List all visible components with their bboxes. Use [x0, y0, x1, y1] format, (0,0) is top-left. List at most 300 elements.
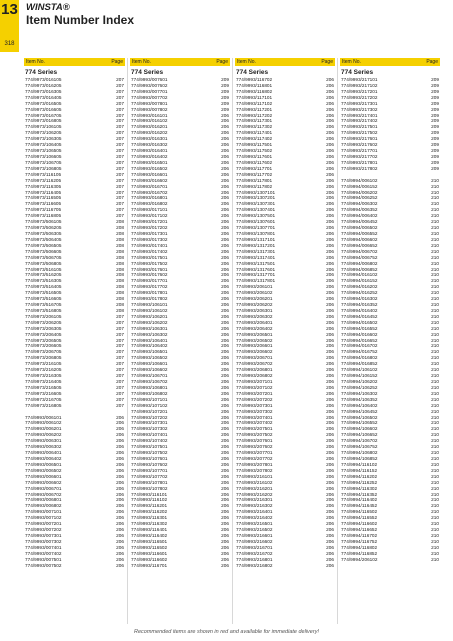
page-ref: 210	[431, 444, 439, 450]
page-ref: 209	[221, 100, 229, 106]
item-number: 774/9994/106352	[341, 396, 378, 402]
item-number: 774/9993/117102	[236, 100, 273, 106]
page-ref: 206	[221, 136, 229, 142]
item-number: 774/9973/216705	[25, 396, 62, 402]
page-ref: 206	[221, 307, 229, 313]
page-ref: 206	[326, 148, 334, 154]
item-number: 774/9993/006302	[25, 444, 62, 450]
page-ref: 207	[116, 343, 124, 349]
page-ref: 206	[116, 503, 124, 509]
page-ref: 206	[326, 497, 334, 503]
item-number: 774/9993/217601	[341, 136, 378, 142]
item-number: 774/9993/016101	[131, 112, 168, 118]
item-number: 774/9993/107302	[131, 426, 168, 432]
index-row	[130, 563, 230, 569]
page-ref: 209	[221, 77, 229, 82]
page-ref: 210	[431, 538, 439, 544]
item-number: 774/9973/106805	[25, 165, 62, 171]
item-number: 774/9993/217202	[341, 94, 378, 100]
item-number: 774/9993/106301	[131, 325, 168, 331]
page-ref: 206	[326, 521, 334, 527]
page-ref: 206	[326, 444, 334, 450]
page-ref: 206	[221, 550, 229, 556]
item-number: 774/9993/107401	[131, 432, 168, 438]
page-ref: 206	[326, 414, 334, 420]
item-number: 774/9993/017801	[131, 290, 168, 296]
page-ref: 210	[431, 230, 439, 236]
item-number: 774/9993/016501	[131, 159, 168, 165]
page-ref: 208	[116, 230, 124, 236]
page-ref: 206	[326, 106, 334, 112]
item-number: 774/9994/116552	[341, 515, 378, 521]
item-number: 774/9994/006602	[341, 236, 378, 242]
item-number: 774/9993/017102	[131, 213, 168, 219]
page-ref: 210	[431, 414, 439, 420]
page-ref: 209	[431, 106, 439, 112]
item-number: 774/9993/116301	[131, 515, 168, 521]
index-column-1	[22, 58, 127, 624]
item-number: 774/9993/206302	[236, 313, 273, 319]
item-number: 774/9993/207402	[236, 420, 273, 426]
item-number: 774/9994/206102	[341, 556, 378, 562]
page-ref: 208	[116, 236, 124, 242]
item-number: 774/9973/016505	[25, 100, 62, 106]
index-columns	[22, 58, 442, 624]
series-heading: 774 Series	[341, 69, 374, 76]
item-number: 774/9973/106205	[25, 130, 62, 136]
item-number: 774/9993/007301	[25, 532, 62, 538]
page-ref: 210	[431, 189, 439, 195]
item-number: 774/9993/206602	[236, 349, 273, 355]
item-number: 774/9993/106801	[131, 384, 168, 390]
page-ref: 206	[326, 461, 334, 467]
page-ref: 206	[326, 124, 334, 130]
item-number: 774/9993/217301	[341, 100, 378, 106]
item-number: 774/9993/216801	[236, 556, 273, 562]
page-ref: 207	[116, 402, 124, 408]
page-ref: 206	[221, 266, 229, 272]
item-number: 774/9993/206601	[236, 343, 273, 349]
page-ref: 207	[116, 136, 124, 142]
page-ref: 209	[431, 153, 439, 159]
page-ref: 206	[326, 438, 334, 444]
page-ref: 206	[221, 562, 229, 568]
item-number: 774/9993/1317401	[236, 254, 276, 260]
page-ref: 206	[221, 349, 229, 355]
page-ref: 209	[221, 88, 229, 94]
item-number: 774/9993/107102	[131, 402, 168, 408]
page-ref: 207	[116, 213, 124, 219]
item-number: 774/9993/017401	[131, 242, 168, 248]
item-number: 774/9993/106601	[131, 361, 168, 367]
item-number: 774/9993/117602	[236, 159, 273, 165]
column-header-page: Page	[111, 59, 123, 65]
page-ref: 206	[326, 290, 334, 296]
item-number: 774/9993/107501	[131, 444, 168, 450]
item-number: 774/9993/216302	[236, 503, 273, 509]
page-ref: 206	[221, 396, 229, 402]
page-ref: 206	[221, 414, 229, 420]
page-ref: 206	[326, 94, 334, 100]
page-ref: 210	[431, 278, 439, 284]
page-ref: 206	[326, 153, 334, 159]
item-number: 774/9993/107601	[131, 456, 168, 461]
page-ref: 206	[326, 325, 334, 331]
item-number: 774/9993/217502	[341, 130, 378, 136]
page-ref: 206	[326, 207, 334, 213]
item-number: 774/9993/217102	[341, 82, 378, 88]
page-ref: 206	[221, 248, 229, 254]
item-number: 774/9973/516505	[25, 290, 62, 296]
item-number: 774/9993/007402	[25, 550, 62, 556]
item-number: 774/9973/116105	[25, 171, 62, 177]
item-number: 774/9993/206202	[236, 302, 273, 308]
page-ref: 206	[116, 550, 124, 556]
series-heading: 774 Series	[25, 69, 58, 76]
page-ref: 206	[116, 438, 124, 444]
item-number: 774/9993/216601	[236, 532, 273, 538]
page-ref: 206	[326, 88, 334, 94]
page-ref: 206	[116, 497, 124, 503]
page-ref: 208	[116, 248, 124, 254]
page-ref: 206	[221, 509, 229, 515]
page-ref: 206	[221, 260, 229, 266]
item-number: 774/9973/516205	[25, 272, 62, 278]
page-ref: 206	[116, 485, 124, 491]
page-ref: 206	[221, 497, 229, 503]
item-number: 774/9994/106552	[341, 420, 378, 426]
page-ref: 206	[326, 562, 334, 568]
page-ref: 206	[326, 450, 334, 456]
item-number: 774/9994/006202	[341, 189, 378, 195]
page-ref: 207	[116, 148, 124, 154]
page-ref: 206	[116, 461, 124, 467]
page-ref: 210	[431, 313, 439, 319]
item-number: 774/9973/516105	[25, 266, 62, 272]
item-number: 774/9993/007101	[25, 509, 62, 515]
item-number: 774/9993/206402	[236, 325, 273, 331]
page-ref: 206	[221, 225, 229, 231]
item-number: 774/9993/116102	[131, 497, 168, 503]
page-ref: 206	[221, 521, 229, 527]
item-number: 774/9994/116752	[341, 538, 378, 544]
item-number: 774/9994/116652	[341, 527, 378, 533]
page-ref: 206	[221, 165, 229, 171]
item-number: 774/9994/116702	[341, 532, 378, 538]
item-number: 774/9993/107701	[131, 467, 168, 473]
page-ref: 210	[431, 473, 439, 479]
item-number: 774/9993/1307601	[236, 219, 276, 225]
page-ref: 207	[116, 171, 124, 177]
page-ref: 206	[116, 479, 124, 485]
item-number: 774/9993/116402	[131, 532, 168, 538]
page-ref: 207	[116, 88, 124, 94]
page-ref: 208	[116, 302, 124, 308]
item-number: 774/9973/506605	[25, 248, 62, 254]
item-number: 774/9993/106502	[131, 355, 168, 361]
page-ref: 209	[431, 165, 439, 171]
page-ref: 206	[326, 165, 334, 171]
item-number: 774/9993/216102	[236, 479, 273, 485]
item-number: 774/9993/007602	[131, 82, 168, 88]
item-number: 774/9993/017602	[131, 272, 168, 278]
page-ref: 206	[326, 390, 334, 396]
page-ref: 206	[326, 266, 334, 272]
page-ref: 207	[116, 112, 124, 118]
page-ref: 207	[116, 195, 124, 201]
page-ref: 210	[431, 325, 439, 331]
item-number: 774/9993/217101	[341, 77, 378, 82]
page-ref: 208	[116, 225, 124, 231]
item-number: 774/9994/006152	[341, 183, 378, 189]
item-number: 774/9993/017202	[131, 225, 168, 231]
item-number: 774/9973/216305	[25, 373, 62, 379]
item-number: 774/9993/017502	[131, 260, 168, 266]
item-number: 774/9994/106502	[341, 414, 378, 420]
item-number: 774/9973/106405	[25, 142, 62, 148]
item-number: 774/9993/007802	[131, 106, 168, 112]
page-ref: 206	[326, 426, 334, 432]
item-number: 774/9993/006802	[25, 503, 62, 509]
item-number: 774/9993/006501	[25, 461, 62, 467]
item-number: 774/9994/106702	[341, 438, 378, 444]
item-number: 774/9993/206702	[236, 361, 273, 367]
item-number: 774/9973/206105	[25, 313, 62, 319]
page-ref: 206	[221, 177, 229, 183]
page-ref: 206	[326, 236, 334, 242]
page-ref: 206	[326, 331, 334, 337]
page-ref: 210	[431, 290, 439, 296]
page-ref: 206	[116, 509, 124, 515]
page-ref: 210	[431, 349, 439, 355]
item-number: 774/9993/106802	[131, 390, 168, 396]
item-number: 774/9993/107702	[131, 473, 168, 479]
page-ref: 206	[221, 236, 229, 242]
page-ref: 210	[431, 272, 439, 278]
item-number: 774/9993/206501	[236, 331, 273, 337]
item-number: 774/9993/017402	[131, 248, 168, 254]
page-ref: 209	[221, 94, 229, 100]
page-ref: 210	[431, 337, 439, 343]
item-number: 774/9994/106302	[341, 390, 378, 396]
item-number: 774/9994/016102	[341, 272, 378, 278]
page-ref: 210	[431, 266, 439, 272]
item-number: 774/9993/116601	[131, 550, 168, 556]
page-ref: 208	[116, 296, 124, 302]
item-number: 774/9973/106105	[25, 124, 62, 130]
page-ref: 206	[221, 373, 229, 379]
item-number: 774/9994/106602	[341, 426, 378, 432]
page-ref: 206	[221, 473, 229, 479]
item-number: 774/9993/117101	[236, 94, 273, 100]
item-number: 774/9993/117402	[236, 136, 273, 142]
item-number: 774/9973/206305	[25, 325, 62, 331]
page-ref: 207	[116, 142, 124, 148]
item-number: 774/9994/016352	[341, 302, 378, 308]
page-ref: 210	[431, 402, 439, 408]
item-number: 774/9993/217401	[341, 112, 378, 118]
page-ref: 210	[431, 467, 439, 473]
item-number: 774/9993/006601	[25, 473, 62, 479]
item-number: 774/9993/217302	[341, 106, 378, 112]
item-number: 774/9993/107602	[131, 461, 168, 467]
page-ref: 207	[116, 189, 124, 195]
item-number: 774/9994/006702	[341, 248, 378, 254]
page-ref: 206	[221, 402, 229, 408]
page-ref: 207	[116, 361, 124, 367]
item-number: 774/9994/106252	[341, 384, 378, 390]
item-number: 774/9993/007302	[25, 538, 62, 544]
page-ref: 206	[326, 183, 334, 189]
item-number: 774/9993/207202	[236, 396, 273, 402]
page-ref: 206	[326, 77, 334, 82]
item-number: 774/9993/017301	[131, 230, 168, 236]
brand-name: WINSTA®	[26, 2, 70, 13]
item-number: 774/9993/006502	[25, 467, 62, 473]
series-heading: 774 Series	[236, 69, 269, 76]
page-ref: 210	[431, 390, 439, 396]
page-ref: 206	[326, 219, 334, 225]
page-ref: 209	[431, 142, 439, 148]
column-header	[235, 58, 335, 66]
item-number: 774/9993/1307201	[236, 195, 276, 201]
item-number: 774/9993/117202	[236, 112, 273, 118]
item-number: 774/9994/006752	[341, 254, 378, 260]
item-number: 774/9993/106302	[131, 331, 168, 337]
item-number: 774/9973/216505	[25, 384, 62, 390]
page-ref: 206	[326, 296, 334, 302]
index-column-2	[127, 58, 232, 624]
page-ref: 207	[116, 118, 124, 124]
item-number: 774/9993/1307701	[236, 225, 276, 231]
item-number: 774/9993/016802	[131, 201, 168, 207]
page-ref: 206	[326, 420, 334, 426]
page-ref: 206	[221, 130, 229, 136]
item-number: 774/9973/506205	[25, 225, 62, 231]
page-ref: 206	[221, 302, 229, 308]
page-ref: 206	[326, 467, 334, 473]
index-column-4	[337, 58, 442, 624]
item-number: 774/9993/217501	[341, 124, 378, 130]
page-ref: 206	[221, 313, 229, 319]
page-ref: 206	[221, 118, 229, 124]
item-number: 774/9994/016152	[341, 278, 378, 284]
page-ref: 210	[431, 284, 439, 290]
page-ref: 208	[116, 266, 124, 272]
item-number: 774/9993/207701	[236, 450, 273, 456]
page-ref: 210	[431, 302, 439, 308]
page-ref: 208	[116, 307, 124, 313]
page-ref: 206	[326, 367, 334, 373]
page-ref: 206	[326, 130, 334, 136]
page-ref: 206	[221, 426, 229, 432]
item-number: 774/9994/006802	[341, 260, 378, 266]
item-number: 774/9994/006502	[341, 225, 378, 231]
item-number: 774/9994/106102	[341, 367, 378, 373]
item-number: 774/9993/207101	[236, 379, 273, 385]
item-number: 774/9994/006102	[341, 177, 378, 183]
page-ref: 207	[116, 82, 124, 88]
column-header-item: Item No.	[342, 59, 361, 65]
page-ref: 206	[326, 100, 334, 106]
page-ref: 206	[116, 532, 124, 538]
page-ref: 209	[431, 100, 439, 106]
item-number: 774/9973/206205	[25, 319, 62, 325]
item-number: 774/9973/116405	[25, 189, 62, 195]
item-number: 774/9973/106605	[25, 153, 62, 159]
item-number: 774/9993/107801	[131, 479, 168, 485]
item-number: 774/9993/117601	[236, 153, 273, 159]
column-header	[340, 58, 440, 66]
item-number: 774/9973/516405	[25, 284, 62, 290]
page-ref: 210	[431, 367, 439, 373]
page-ref: 206	[221, 278, 229, 284]
item-number: 774/9973/016405	[25, 94, 62, 100]
page-ref: 206	[326, 171, 334, 177]
page-ref: 207	[116, 207, 124, 213]
item-number: 774/9993/116702	[236, 77, 273, 82]
page-ref: 206	[326, 373, 334, 379]
item-number: 774/9994/116302	[341, 485, 378, 491]
item-number: 774/9993/007502	[25, 562, 62, 568]
item-number: 774/9973/506705	[25, 254, 62, 260]
item-number: 774/9993/1307101	[236, 189, 276, 195]
item-number: 774/9993/017302	[131, 236, 168, 242]
page-ref: 206	[326, 118, 334, 124]
page-ref: 206	[221, 379, 229, 385]
item-number: 774/9993/217602	[341, 142, 378, 148]
page-ref: 206	[221, 491, 229, 497]
page-ref: 210	[431, 242, 439, 248]
page-ref: 206	[221, 384, 229, 390]
page-ref: 209	[431, 77, 439, 82]
item-number: 774/9993/216501	[236, 521, 273, 527]
page-ref: 210	[431, 201, 439, 207]
item-number: 774/9993/206801	[236, 367, 273, 373]
page-ref: 208	[116, 254, 124, 260]
page-ref: 206	[116, 444, 124, 450]
page-ref: 207	[116, 390, 124, 396]
page-ref: 206	[221, 183, 229, 189]
page-ref: 210	[431, 254, 439, 260]
item-number: 774/9993/116501	[131, 538, 168, 544]
page-ref: 210	[431, 527, 439, 533]
page-ref: 206	[221, 230, 229, 236]
item-number: 774/9993/216101	[236, 473, 273, 479]
item-number: 774/9993/006102	[25, 420, 62, 426]
item-number: 774/9973/106705	[25, 159, 62, 165]
item-number: 774/9993/106702	[131, 379, 168, 385]
item-number: 774/9993/106202	[131, 319, 168, 325]
page-ref: 210	[431, 432, 439, 438]
page-ref: 206	[221, 325, 229, 331]
item-number: 774/9993/207602	[236, 444, 273, 450]
page-ref: 208	[116, 272, 124, 278]
item-number: 774/9994/116402	[341, 497, 378, 503]
page-ref: 206	[221, 355, 229, 361]
item-number: 774/9994/116202	[341, 473, 378, 479]
item-number: 774/9973/106505	[25, 148, 62, 154]
page-ref: 206	[221, 319, 229, 325]
page-ref: 207	[116, 77, 124, 82]
page-ref: 207	[116, 177, 124, 183]
item-number: 774/9993/007501	[25, 556, 62, 562]
page-ref: 209	[431, 136, 439, 142]
page-ref: 206	[326, 195, 334, 201]
page-ref: 209	[431, 82, 439, 88]
item-number: 774/9993/007601	[131, 77, 168, 82]
item-number: 774/9993/106101	[131, 302, 168, 308]
